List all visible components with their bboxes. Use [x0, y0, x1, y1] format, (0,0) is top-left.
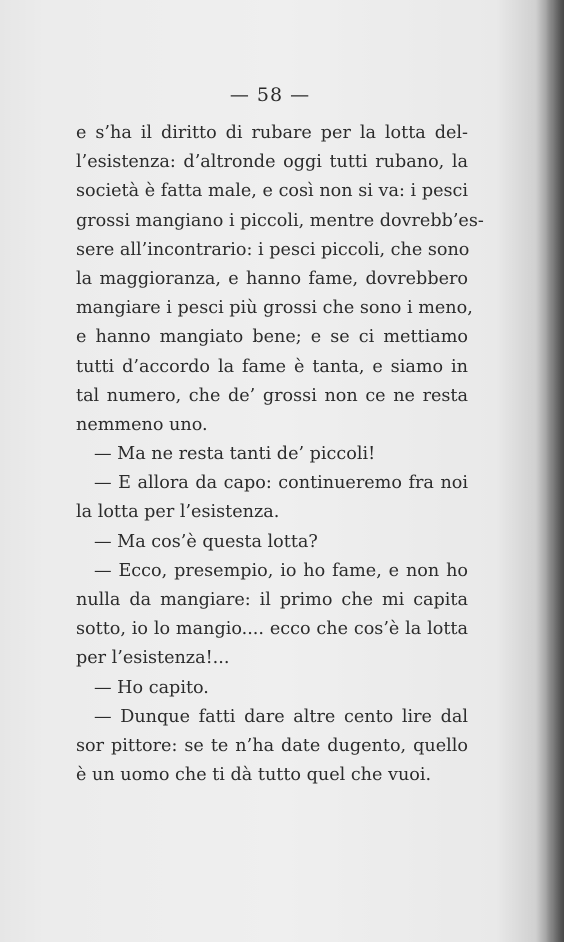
text-line: — E allora da capo: continueremo fra noi — [94, 473, 468, 494]
page-number: — 58 — — [229, 84, 311, 106]
text-line: è un uomo che ti dà tutto quel che vuoi. — [76, 765, 432, 786]
text-line: sere all’incontrario: i pesci piccoli, che sono — [76, 239, 470, 260]
text-line: tal numero, che de’ grossi non ce ne resta — [76, 385, 468, 406]
text-line: nulla da mangiare: il primo che mi capita — [76, 590, 468, 610]
text-line: l’esistenza: d’altronde oggi tutti rubano, la — [76, 152, 468, 173]
page-spine-shadow — [546, 0, 564, 942]
text-line: — Ma ne resta tanti de’ piccoli! — [94, 444, 376, 465]
text-line: e hanno mangiato bene; e se ci mettiamo — [76, 327, 468, 348]
text-line: nemmeno uno. — [76, 414, 208, 435]
text-line: tutti d’accordo la fame è tanta, e siamo in — [76, 356, 468, 377]
text-line: società è fatta male, e così non si va: i pesci — [76, 181, 468, 202]
text-line: la lotta per l’esistenza. — [76, 502, 280, 523]
text-line: — Dunque fatti dare altre cento lire dal — [94, 706, 468, 727]
page-text — [76, 119, 484, 790]
text-line: — Ma cos’è questa lotta? — [94, 531, 318, 552]
text-line: e s’ha il diritto di rubare per la lotta del- — [76, 123, 468, 143]
text-line: — Ecco, presempio, io ho fame, e non ho — [94, 560, 468, 581]
text-line: grossi mangiano i piccoli, mentre dovrebb’es- — [76, 210, 484, 231]
text-line: mangiare i pesci più grossi che sono i meno, — [76, 298, 473, 319]
text-line: — Ho capito. — [94, 677, 209, 698]
text-line: per l’esistenza!... — [76, 648, 230, 669]
text-line: sotto, io lo mangio.... ecco che cos’è la lotta — [76, 619, 468, 640]
text-line: la maggioranza, e hanno fame, dovrebbero — [76, 268, 468, 289]
text-line: sor pittore: se te n’ha date dugento, quello — [76, 735, 468, 756]
